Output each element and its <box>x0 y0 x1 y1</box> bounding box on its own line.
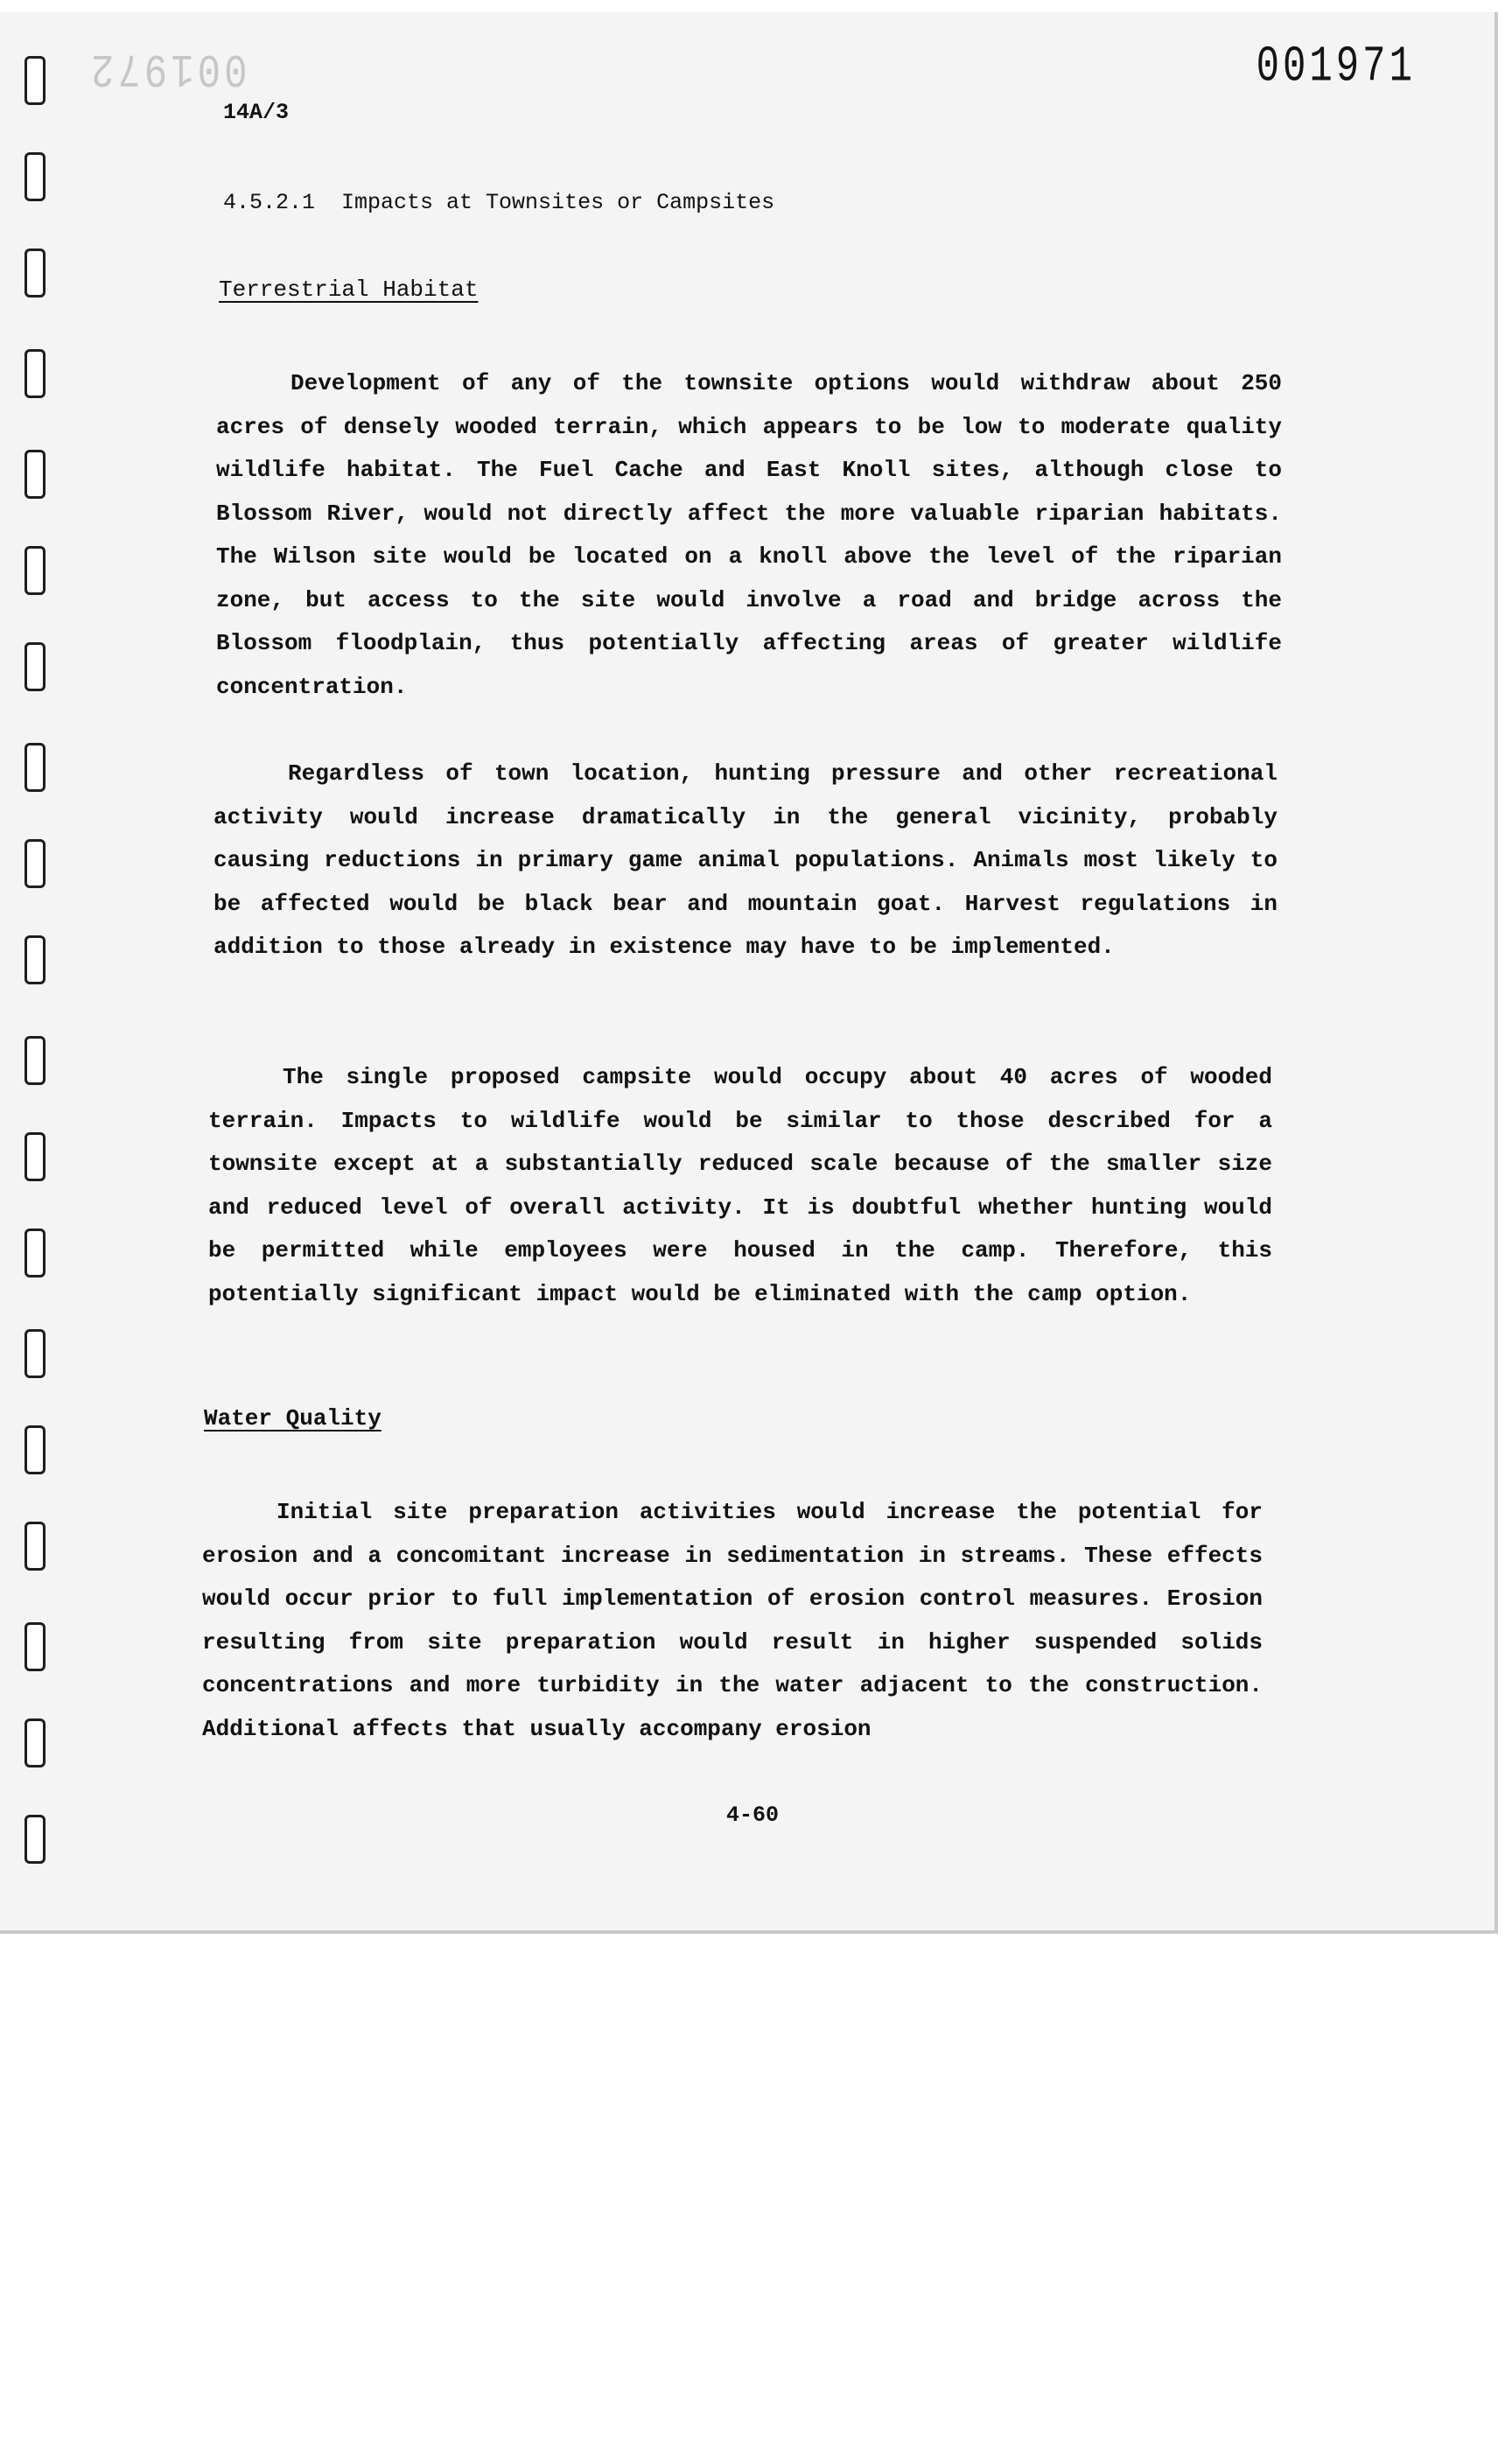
binder-hole <box>24 349 46 398</box>
binder-hole <box>24 1132 46 1181</box>
binder-hole <box>24 1718 46 1768</box>
binder-hole <box>24 642 46 691</box>
binder-hole <box>24 1425 46 1474</box>
binder-hole <box>24 1228 46 1278</box>
binder-hole <box>24 1036 46 1085</box>
file-code: 14A/3 <box>223 100 290 125</box>
terrestrial-paragraph-1: Development of any of the townsite options would withdraw about 250 acres of densely wooded terrain, which appears to be low to moderate quality wildlife habitat. The Fuel Cache and East Knoll sites, although close to Blossom River, would not directly affect the more valuable riparian habitats. The Wilson site would be located on a knoll above the level of the riparian zone, but access to the site would involve a road and bridge across the Blossom floodplain, thus potentially affecting areas of greater wildlife concentration. <box>216 370 1282 700</box>
water-quality-heading: Water Quality <box>204 1405 382 1432</box>
binder-hole <box>24 56 46 105</box>
binder-hole <box>24 1622 46 1671</box>
terrestrial-paragraph-2: Regardless of town location, hunting pressure and other recreational activity would increase dramatically in the general vicinity, probably causing reductions in primary game animal populations. Animals most likely to be affected would be black bear and mountain goat. Harvest regulations in addition to those already in existence may have to be implemented. <box>214 760 1278 960</box>
section-title: 4.5.2.1 Impacts at Townsites or Campsites <box>223 190 775 215</box>
ghost-stamp: 001972 <box>88 40 248 94</box>
binder-hole <box>24 1329 46 1378</box>
binder-hole <box>24 1522 46 1571</box>
binder-hole <box>24 743 46 792</box>
scanned-page <box>0 12 1498 1934</box>
binder-hole <box>24 152 46 201</box>
document-stamp: 001971 <box>1256 38 1416 96</box>
binder-hole <box>24 839 46 888</box>
binder-hole <box>24 1815 46 1864</box>
binder-hole <box>24 546 46 595</box>
binder-hole <box>24 450 46 499</box>
water-quality-paragraph-1: Initial site preparation activities would increase the potential for erosion and a concomitant increase in sedimentation in streams. These effects would occur prior to full implementation of erosion control measures. Erosion resulting from site preparation would result in higher suspended solids concentrations and more turbidity in the water adjacent to the construction. Additional affects that usually accompany erosion <box>202 1499 1263 1742</box>
binder-hole <box>24 248 46 298</box>
terrestrial-heading: Terrestrial Habitat <box>219 276 479 303</box>
binder-hole <box>24 935 46 984</box>
page-number: 4-60 <box>726 1802 780 1828</box>
binder-holes <box>0 12 52 1930</box>
terrestrial-paragraph-3: The single proposed campsite would occupy about 40 acres of wooded terrain. Impacts to wildlife would be similar to those described for a townsite except at a substantially reduced scale because of the smaller size and reduced level of overall activity. It is doubtful whether hunting would be permitted while employees were housed in the camp. Therefore, this potentially significant impact would be eliminated with the camp option. <box>208 1064 1272 1307</box>
